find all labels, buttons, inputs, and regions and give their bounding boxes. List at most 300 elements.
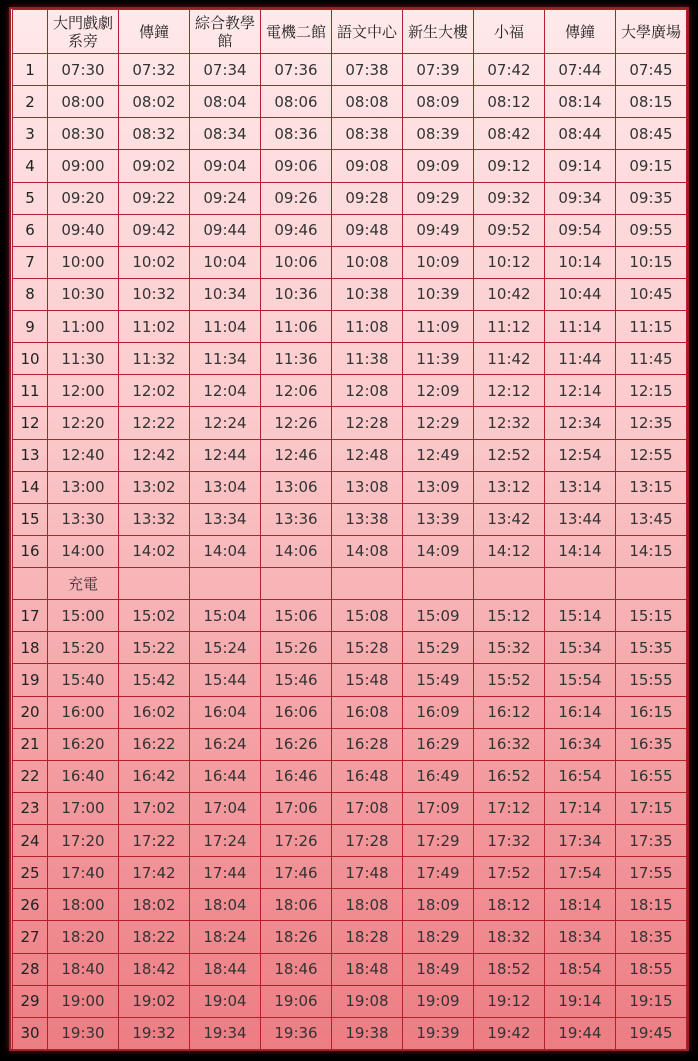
- departure-time: 19:02: [119, 985, 190, 1017]
- departure-time: 13:06: [261, 471, 332, 503]
- departure-time: 14:08: [332, 535, 403, 567]
- departure-time: 08:39: [403, 118, 474, 150]
- departure-time: 08:42: [474, 118, 545, 150]
- departure-time: 16:55: [616, 760, 687, 792]
- departure-time: 12:34: [545, 407, 616, 439]
- departure-time: 09:20: [48, 182, 119, 214]
- departure-time: 18:40: [48, 953, 119, 985]
- empty-cell: [190, 568, 261, 600]
- trip-number: 13: [13, 439, 48, 471]
- departure-time: 12:35: [616, 407, 687, 439]
- departure-time: 16:14: [545, 696, 616, 728]
- departure-time: 10:32: [119, 278, 190, 310]
- departure-time: 17:12: [474, 792, 545, 824]
- trip-number: 3: [13, 118, 48, 150]
- departure-time: 13:12: [474, 471, 545, 503]
- table-row: [13, 214, 687, 246]
- departure-time: 13:34: [190, 503, 261, 535]
- trip-number: 5: [13, 182, 48, 214]
- departure-time: 10:39: [403, 278, 474, 310]
- departure-time: 11:02: [119, 311, 190, 343]
- trip-number: 14: [13, 471, 48, 503]
- departure-time: 07:38: [332, 54, 403, 86]
- departure-time: 08:04: [190, 86, 261, 118]
- header-stop: 新生大樓: [403, 10, 474, 54]
- departure-time: 13:32: [119, 503, 190, 535]
- departure-time: 17:35: [616, 825, 687, 857]
- departure-time: 12:54: [545, 439, 616, 471]
- departure-time: 12:29: [403, 407, 474, 439]
- table-row: [13, 375, 687, 407]
- departure-time: 12:02: [119, 375, 190, 407]
- departure-time: 12:26: [261, 407, 332, 439]
- departure-time: 09:00: [48, 150, 119, 182]
- departure-time: 17:14: [545, 792, 616, 824]
- empty-cell: [332, 568, 403, 600]
- departure-time: 18:49: [403, 953, 474, 985]
- trip-number: 24: [13, 825, 48, 857]
- departure-time: 13:02: [119, 471, 190, 503]
- departure-time: 17:28: [332, 825, 403, 857]
- departure-time: 10:38: [332, 278, 403, 310]
- departure-time: 16:08: [332, 696, 403, 728]
- departure-time: 18:54: [545, 953, 616, 985]
- departure-time: 08:36: [261, 118, 332, 150]
- departure-time: 08:08: [332, 86, 403, 118]
- departure-time: 12:46: [261, 439, 332, 471]
- trip-number: 20: [13, 696, 48, 728]
- trip-number: 16: [13, 535, 48, 567]
- table-row: [13, 953, 687, 985]
- trip-number: 19: [13, 664, 48, 696]
- departure-time: 09:29: [403, 182, 474, 214]
- departure-time: 17:54: [545, 857, 616, 889]
- departure-time: 19:15: [616, 985, 687, 1017]
- charging-break-row: [13, 568, 687, 600]
- departure-time: 16:49: [403, 760, 474, 792]
- header-stop: 傳鐘: [545, 10, 616, 54]
- departure-time: 19:04: [190, 985, 261, 1017]
- departure-time: 18:12: [474, 889, 545, 921]
- departure-time: 18:29: [403, 921, 474, 953]
- departure-time: 16:02: [119, 696, 190, 728]
- trip-number: 11: [13, 375, 48, 407]
- table-row: [13, 311, 687, 343]
- departure-time: 11:38: [332, 343, 403, 375]
- departure-time: 11:06: [261, 311, 332, 343]
- table-row: [13, 825, 687, 857]
- departure-time: 15:46: [261, 664, 332, 696]
- departure-time: 09:55: [616, 214, 687, 246]
- header-stop: 大門戲劇系旁: [48, 10, 119, 54]
- departure-time: 16:26: [261, 728, 332, 760]
- trip-number: 10: [13, 343, 48, 375]
- table-row: [13, 857, 687, 889]
- departure-time: 17:40: [48, 857, 119, 889]
- departure-time: 13:44: [545, 503, 616, 535]
- trip-number: 8: [13, 278, 48, 310]
- table-row: [13, 503, 687, 535]
- departure-time: 19:08: [332, 985, 403, 1017]
- departure-time: 18:15: [616, 889, 687, 921]
- departure-time: 14:00: [48, 535, 119, 567]
- departure-time: 14:02: [119, 535, 190, 567]
- departure-time: 07:39: [403, 54, 474, 86]
- departure-time: 16:00: [48, 696, 119, 728]
- trip-number: 6: [13, 214, 48, 246]
- empty-cell: [261, 568, 332, 600]
- departure-time: 17:52: [474, 857, 545, 889]
- departure-time: 09:06: [261, 150, 332, 182]
- departure-time: 18:09: [403, 889, 474, 921]
- departure-time: 16:34: [545, 728, 616, 760]
- departure-time: 13:36: [261, 503, 332, 535]
- table-row: [13, 921, 687, 953]
- departure-time: 15:08: [332, 600, 403, 632]
- trip-number: 18: [13, 632, 48, 664]
- departure-time: 10:34: [190, 278, 261, 310]
- departure-time: 15:49: [403, 664, 474, 696]
- departure-time: 16:20: [48, 728, 119, 760]
- departure-time: 09:54: [545, 214, 616, 246]
- departure-time: 19:45: [616, 1017, 687, 1049]
- departure-time: 10:09: [403, 246, 474, 278]
- empty-cell: [403, 568, 474, 600]
- trip-number: 17: [13, 600, 48, 632]
- departure-time: 15:42: [119, 664, 190, 696]
- header-stop: 語文中心: [332, 10, 403, 54]
- departure-time: 16:28: [332, 728, 403, 760]
- header-stop: 綜合教學館: [190, 10, 261, 54]
- departure-time: 12:24: [190, 407, 261, 439]
- departure-time: 16:09: [403, 696, 474, 728]
- departure-time: 18:20: [48, 921, 119, 953]
- departure-time: 16:35: [616, 728, 687, 760]
- table-row: [13, 632, 687, 664]
- departure-time: 16:22: [119, 728, 190, 760]
- departure-time: 09:22: [119, 182, 190, 214]
- trip-number: 22: [13, 760, 48, 792]
- table-row: [13, 182, 687, 214]
- departure-time: 11:42: [474, 343, 545, 375]
- departure-time: 12:32: [474, 407, 545, 439]
- table-row: [13, 118, 687, 150]
- trip-number: 1: [13, 54, 48, 86]
- departure-time: 12:40: [48, 439, 119, 471]
- trip-number: 30: [13, 1017, 48, 1049]
- trip-number: 4: [13, 150, 48, 182]
- departure-time: 12:48: [332, 439, 403, 471]
- departure-time: 13:09: [403, 471, 474, 503]
- departure-time: 11:30: [48, 343, 119, 375]
- departure-time: 12:22: [119, 407, 190, 439]
- departure-time: 12:09: [403, 375, 474, 407]
- departure-time: 10:14: [545, 246, 616, 278]
- trip-number: 26: [13, 889, 48, 921]
- departure-time: 15:24: [190, 632, 261, 664]
- departure-time: 09:04: [190, 150, 261, 182]
- departure-time: 19:44: [545, 1017, 616, 1049]
- trip-number: 2: [13, 86, 48, 118]
- departure-time: 19:00: [48, 985, 119, 1017]
- departure-time: 18:26: [261, 921, 332, 953]
- departure-time: 09:24: [190, 182, 261, 214]
- departure-time: 14:04: [190, 535, 261, 567]
- departure-time: 11:45: [616, 343, 687, 375]
- trip-number: 12: [13, 407, 48, 439]
- departure-time: 19:39: [403, 1017, 474, 1049]
- departure-time: 18:34: [545, 921, 616, 953]
- departure-time: 13:14: [545, 471, 616, 503]
- departure-time: 08:15: [616, 86, 687, 118]
- departure-time: 10:00: [48, 246, 119, 278]
- departure-time: 11:00: [48, 311, 119, 343]
- departure-time: 17:26: [261, 825, 332, 857]
- departure-time: 11:32: [119, 343, 190, 375]
- departure-time: 09:48: [332, 214, 403, 246]
- departure-time: 08:34: [190, 118, 261, 150]
- departure-time: 13:45: [616, 503, 687, 535]
- departure-time: 12:00: [48, 375, 119, 407]
- departure-time: 17:29: [403, 825, 474, 857]
- departure-time: 07:45: [616, 54, 687, 86]
- departure-time: 16:42: [119, 760, 190, 792]
- table-row: [13, 343, 687, 375]
- departure-time: 13:38: [332, 503, 403, 535]
- departure-time: 17:46: [261, 857, 332, 889]
- table-row: [13, 889, 687, 921]
- departure-time: 10:06: [261, 246, 332, 278]
- departure-time: 16:04: [190, 696, 261, 728]
- departure-time: 13:04: [190, 471, 261, 503]
- departure-time: 08:14: [545, 86, 616, 118]
- empty-cell: [119, 568, 190, 600]
- departure-time: 08:12: [474, 86, 545, 118]
- departure-time: 15:35: [616, 632, 687, 664]
- departure-time: 10:45: [616, 278, 687, 310]
- departure-time: 16:46: [261, 760, 332, 792]
- trip-number: 29: [13, 985, 48, 1017]
- header-stop: 小福: [474, 10, 545, 54]
- trip-number: 15: [13, 503, 48, 535]
- table-row: [13, 535, 687, 567]
- departure-time: 12:15: [616, 375, 687, 407]
- departure-time: 15:00: [48, 600, 119, 632]
- departure-time: 14:12: [474, 535, 545, 567]
- departure-time: 12:52: [474, 439, 545, 471]
- departure-time: 16:12: [474, 696, 545, 728]
- departure-time: 19:32: [119, 1017, 190, 1049]
- departure-time: 12:49: [403, 439, 474, 471]
- table-row: [13, 792, 687, 824]
- departure-time: 13:15: [616, 471, 687, 503]
- departure-time: 13:30: [48, 503, 119, 535]
- table-row: [13, 407, 687, 439]
- departure-time: 08:38: [332, 118, 403, 150]
- departure-time: 09:14: [545, 150, 616, 182]
- table-row: [13, 278, 687, 310]
- departure-time: 07:34: [190, 54, 261, 86]
- empty-cell: [474, 568, 545, 600]
- departure-time: 17:06: [261, 792, 332, 824]
- departure-time: 15:15: [616, 600, 687, 632]
- departure-time: 18:02: [119, 889, 190, 921]
- departure-time: 17:44: [190, 857, 261, 889]
- trip-number: 25: [13, 857, 48, 889]
- departure-time: 18:48: [332, 953, 403, 985]
- charging-index-cell: [13, 568, 48, 600]
- departure-time: 10:42: [474, 278, 545, 310]
- departure-time: 09:09: [403, 150, 474, 182]
- departure-time: 17:08: [332, 792, 403, 824]
- trip-number: 28: [13, 953, 48, 985]
- empty-cell: [616, 568, 687, 600]
- bus-schedule-table: [12, 9, 687, 1050]
- table-row: [13, 600, 687, 632]
- departure-time: 09:34: [545, 182, 616, 214]
- departure-time: 08:09: [403, 86, 474, 118]
- departure-time: 13:00: [48, 471, 119, 503]
- table-row: [13, 696, 687, 728]
- departure-time: 12:44: [190, 439, 261, 471]
- departure-time: 17:49: [403, 857, 474, 889]
- table-row: [13, 728, 687, 760]
- departure-time: 15:12: [474, 600, 545, 632]
- departure-time: 10:44: [545, 278, 616, 310]
- departure-time: 16:32: [474, 728, 545, 760]
- departure-time: 07:36: [261, 54, 332, 86]
- departure-time: 07:42: [474, 54, 545, 86]
- departure-time: 16:29: [403, 728, 474, 760]
- departure-time: 09:40: [48, 214, 119, 246]
- departure-time: 18:46: [261, 953, 332, 985]
- header-stop: 大學廣場: [616, 10, 687, 54]
- departure-time: 11:36: [261, 343, 332, 375]
- table-row: [13, 1017, 687, 1049]
- departure-time: 09:28: [332, 182, 403, 214]
- departure-time: 09:44: [190, 214, 261, 246]
- departure-time: 10:12: [474, 246, 545, 278]
- departure-time: 12:04: [190, 375, 261, 407]
- departure-time: 09:08: [332, 150, 403, 182]
- departure-time: 16:24: [190, 728, 261, 760]
- departure-time: 16:15: [616, 696, 687, 728]
- departure-time: 19:30: [48, 1017, 119, 1049]
- table-row: [13, 664, 687, 696]
- trip-number: 23: [13, 792, 48, 824]
- departure-time: 19:09: [403, 985, 474, 1017]
- departure-time: 18:24: [190, 921, 261, 953]
- departure-time: 17:04: [190, 792, 261, 824]
- charging-label: 充電: [48, 568, 119, 600]
- departure-time: 07:30: [48, 54, 119, 86]
- departure-time: 07:32: [119, 54, 190, 86]
- departure-time: 11:34: [190, 343, 261, 375]
- departure-time: 18:14: [545, 889, 616, 921]
- departure-time: 15:14: [545, 600, 616, 632]
- departure-time: 12:08: [332, 375, 403, 407]
- departure-time: 15:34: [545, 632, 616, 664]
- departure-time: 16:40: [48, 760, 119, 792]
- departure-time: 19:36: [261, 1017, 332, 1049]
- departure-time: 12:42: [119, 439, 190, 471]
- departure-time: 11:15: [616, 311, 687, 343]
- departure-time: 15:28: [332, 632, 403, 664]
- departure-time: 18:55: [616, 953, 687, 985]
- departure-time: 13:42: [474, 503, 545, 535]
- departure-time: 18:06: [261, 889, 332, 921]
- departure-time: 08:06: [261, 86, 332, 118]
- departure-time: 15:20: [48, 632, 119, 664]
- departure-time: 15:48: [332, 664, 403, 696]
- departure-time: 08:45: [616, 118, 687, 150]
- departure-time: 15:22: [119, 632, 190, 664]
- departure-time: 15:44: [190, 664, 261, 696]
- departure-time: 14:14: [545, 535, 616, 567]
- departure-time: 15:06: [261, 600, 332, 632]
- departure-time: 11:44: [545, 343, 616, 375]
- departure-time: 17:55: [616, 857, 687, 889]
- departure-time: 14:06: [261, 535, 332, 567]
- departure-time: 17:02: [119, 792, 190, 824]
- table-row: [13, 471, 687, 503]
- table-row: [13, 985, 687, 1017]
- departure-time: 18:35: [616, 921, 687, 953]
- trip-number: 9: [13, 311, 48, 343]
- trip-number: 7: [13, 246, 48, 278]
- table-row: [13, 760, 687, 792]
- departure-time: 15:40: [48, 664, 119, 696]
- departure-time: 17:15: [616, 792, 687, 824]
- departure-time: 15:52: [474, 664, 545, 696]
- departure-time: 12:20: [48, 407, 119, 439]
- departure-time: 09:15: [616, 150, 687, 182]
- departure-time: 18:28: [332, 921, 403, 953]
- departure-time: 12:28: [332, 407, 403, 439]
- header-row: [13, 10, 687, 54]
- departure-time: 18:32: [474, 921, 545, 953]
- departure-time: 12:14: [545, 375, 616, 407]
- departure-time: 10:04: [190, 246, 261, 278]
- departure-time: 16:44: [190, 760, 261, 792]
- departure-time: 19:38: [332, 1017, 403, 1049]
- table-row: [13, 246, 687, 278]
- table-row: [13, 150, 687, 182]
- departure-time: 12:55: [616, 439, 687, 471]
- departure-time: 15:04: [190, 600, 261, 632]
- departure-time: 16:48: [332, 760, 403, 792]
- departure-time: 18:08: [332, 889, 403, 921]
- header-stop: 傳鐘: [119, 10, 190, 54]
- departure-time: 17:22: [119, 825, 190, 857]
- departure-time: 19:06: [261, 985, 332, 1017]
- table-row: [13, 86, 687, 118]
- departure-time: 15:32: [474, 632, 545, 664]
- header-stop: 電機二館: [261, 10, 332, 54]
- departure-time: 18:22: [119, 921, 190, 953]
- departure-time: 11:08: [332, 311, 403, 343]
- departure-time: 08:02: [119, 86, 190, 118]
- departure-time: 11:04: [190, 311, 261, 343]
- header-index: [13, 10, 48, 54]
- departure-time: 17:34: [545, 825, 616, 857]
- departure-time: 19:12: [474, 985, 545, 1017]
- departure-time: 18:42: [119, 953, 190, 985]
- departure-time: 15:09: [403, 600, 474, 632]
- departure-time: 09:52: [474, 214, 545, 246]
- departure-time: 15:55: [616, 664, 687, 696]
- departure-time: 09:42: [119, 214, 190, 246]
